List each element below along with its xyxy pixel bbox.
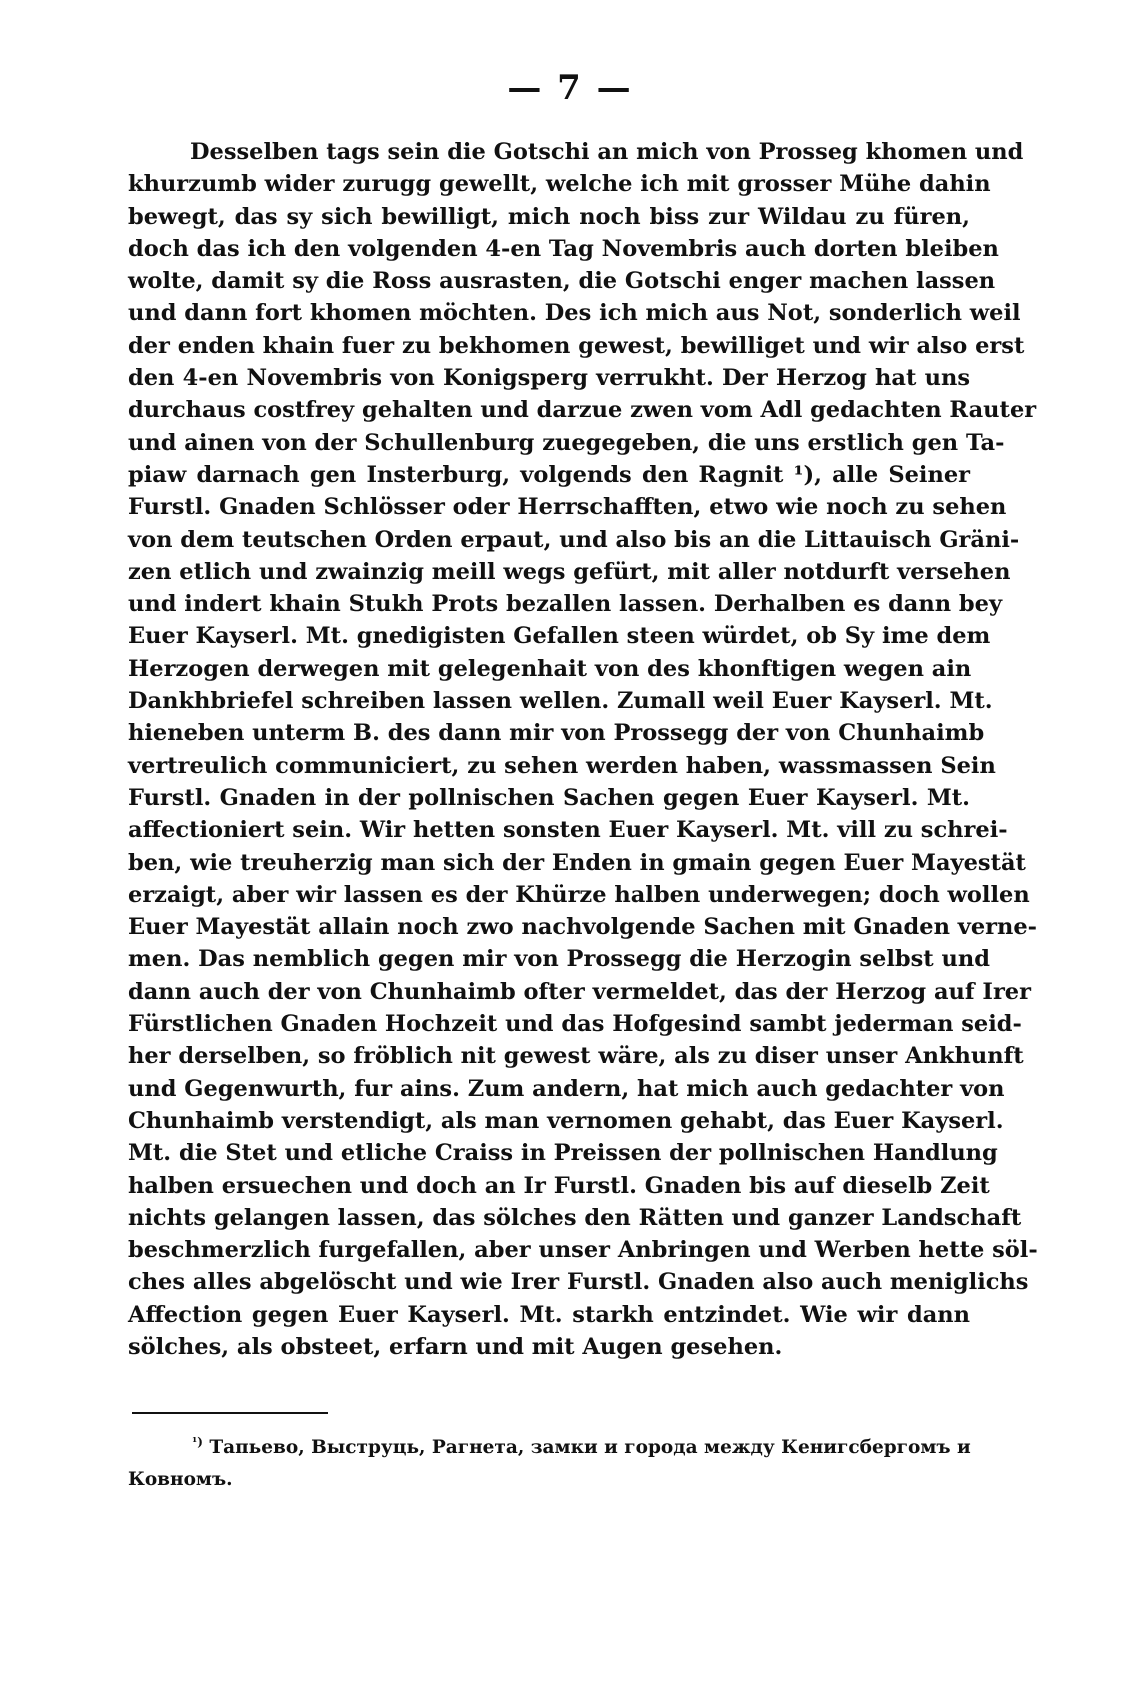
text-line: dann auch der von Chunhaimb ofter vermeldet, das der Herzog auf Irer bbox=[128, 978, 1031, 1005]
text-line: Desselben tags sein die Gotschi an mich von Prosseg khomen und bbox=[190, 139, 1024, 165]
text-line: ches alles abgelöscht und wie Irer Furstl. Gnaden also auch meniglichs bbox=[128, 1269, 1029, 1296]
text-line: durchaus costfrey gehalten und darzue zwen vom Adl gedachten Rauter bbox=[128, 397, 1037, 424]
text-line: beschmerzlich furgefallen, aber unser Anbringen und Werben hette söl- bbox=[128, 1237, 1038, 1264]
footnote-line bbox=[128, 1432, 970, 1464]
text-line: von dem teutschen Orden erpaut, und also bis an die Littauisch Gräni- bbox=[128, 526, 1020, 553]
footnote-marker: ¹) bbox=[192, 1434, 203, 1449]
text-line: bewegt, das sy sich bewilligt, mich noch biss zur Wildau zu füren, bbox=[128, 203, 970, 230]
text-line: hieneben unterm B. des dann mir von Prossegg der von Chunhaimb bbox=[128, 720, 985, 747]
text-line: men. Das nemblich gegen mir von Prossegg die Herzogin selbst und bbox=[128, 946, 990, 973]
text-line: Herzogen derwegen mit gelegenhait von des khonftigen wegen ain bbox=[128, 655, 972, 682]
text-line: Furstl. Gnaden Schlösser oder Herrschafften, etwo wie noch zu sehen bbox=[128, 494, 1007, 521]
text-line: und dann fort khomen möchten. Des ich mich aus Not, sonderlich weil bbox=[128, 300, 1021, 327]
text-line: und indert khain Stukh Prots bezallen lassen. Derhalben es dann bey bbox=[128, 591, 1003, 618]
text-line: wolte, damit sy die Ross ausrasten, die Gotschi enger machen lassen bbox=[128, 268, 996, 295]
text-line: Affection gegen Euer Kayserl. Mt. starkh entzindet. Wie wir dann bbox=[128, 1301, 970, 1328]
text-line: affectioniert sein. Wir hetten sonsten Euer Kayserl. Mt. vill zu schrei- bbox=[128, 817, 1008, 844]
page-number: — 7 — bbox=[507, 68, 633, 108]
text-line: Furstl. Gnaden in der pollnischen Sachen gegen Euer Kayserl. Mt. bbox=[128, 784, 970, 811]
text-line: Euer Kayserl. Mt. gnedigisten Gefallen steen würdet, ob Sy ime dem bbox=[128, 623, 991, 650]
text-line: Dankhbriefel schreiben lassen wellen. Zumall weil Euer Kayserl. Mt. bbox=[128, 688, 993, 715]
text-line: und Gegenwurth, fur ains. Zum andern, hat mich auch gedachter von bbox=[128, 1075, 1005, 1102]
text-line: und ainen von der Schullenburg zuegegeben, die uns erstlich gen Ta- bbox=[128, 429, 1005, 456]
text-line: piaw darnach gen Insterburg, volgends den Ragnit ¹), alle Seiner bbox=[128, 461, 970, 488]
footnote-text: Тапьево, Выструць, Рагнета, замки и города между Кенигсбергомъ и bbox=[209, 1437, 971, 1458]
text-line: nichts gelangen lassen, das sölches den Rätten und ganzer Landschaft bbox=[128, 1204, 1022, 1231]
text-line: doch das ich den volgenden 4-en Tag Novembris auch dorten bleiben bbox=[128, 235, 999, 262]
text-line: Chunhaimb verstendigt, als man vernomen gehabt, das Euer Kayserl. bbox=[128, 1107, 1004, 1134]
text-line: den 4-en Novembris von Konigsperg verrukht. Der Herzog hat uns bbox=[128, 365, 970, 392]
footnote-line: Ковномъ. bbox=[128, 1469, 233, 1490]
text-line: ben, wie treuherzig man sich der Enden in gmain gegen Euer Mayestät bbox=[128, 849, 1026, 876]
main-paragraph bbox=[128, 136, 1038, 1363]
text-line: vertreulich communiciert, zu sehen werden haben, wassmassen Sein bbox=[128, 752, 996, 779]
text-line: halben ersuechen und doch an Ir Furstl. Gnaden bis auf dieselb Zeit bbox=[128, 1172, 990, 1199]
text-line: Mt. die Stet und etliche Craiss in Preissen der pollnischen Handlung bbox=[128, 1140, 998, 1167]
text-line: Euer Mayestät allain noch zwo nachvolgende Sachen mit Gnaden verne- bbox=[128, 914, 1038, 941]
text-line: khurzumb wider zurugg gewellt, welche ich mit grosser Mühe dahin bbox=[128, 171, 991, 198]
text-line: her derselben, so fröblich nit gewest wäre, als zu diser unser Ankhunft bbox=[128, 1043, 1024, 1070]
text-line: Fürstlichen Gnaden Hochzeit und das Hofgesind sambt jederman seid- bbox=[128, 1011, 1022, 1038]
footnote-divider bbox=[132, 1412, 328, 1414]
text-line: erzaigt, aber wir lassen es der Khürze halben underwegen; doch wollen bbox=[128, 881, 1030, 908]
text-line: der enden khain fuer zu bekhomen gewest, bewilliget und wir also erst bbox=[128, 332, 1025, 359]
footnote bbox=[128, 1432, 970, 1496]
text-line: zen etlich und zwainzig meill wegs gefürt, mit aller notdurft versehen bbox=[128, 558, 1011, 585]
text-line: sölches, als obsteet, erfarn und mit Augen gesehen. bbox=[128, 1333, 783, 1360]
